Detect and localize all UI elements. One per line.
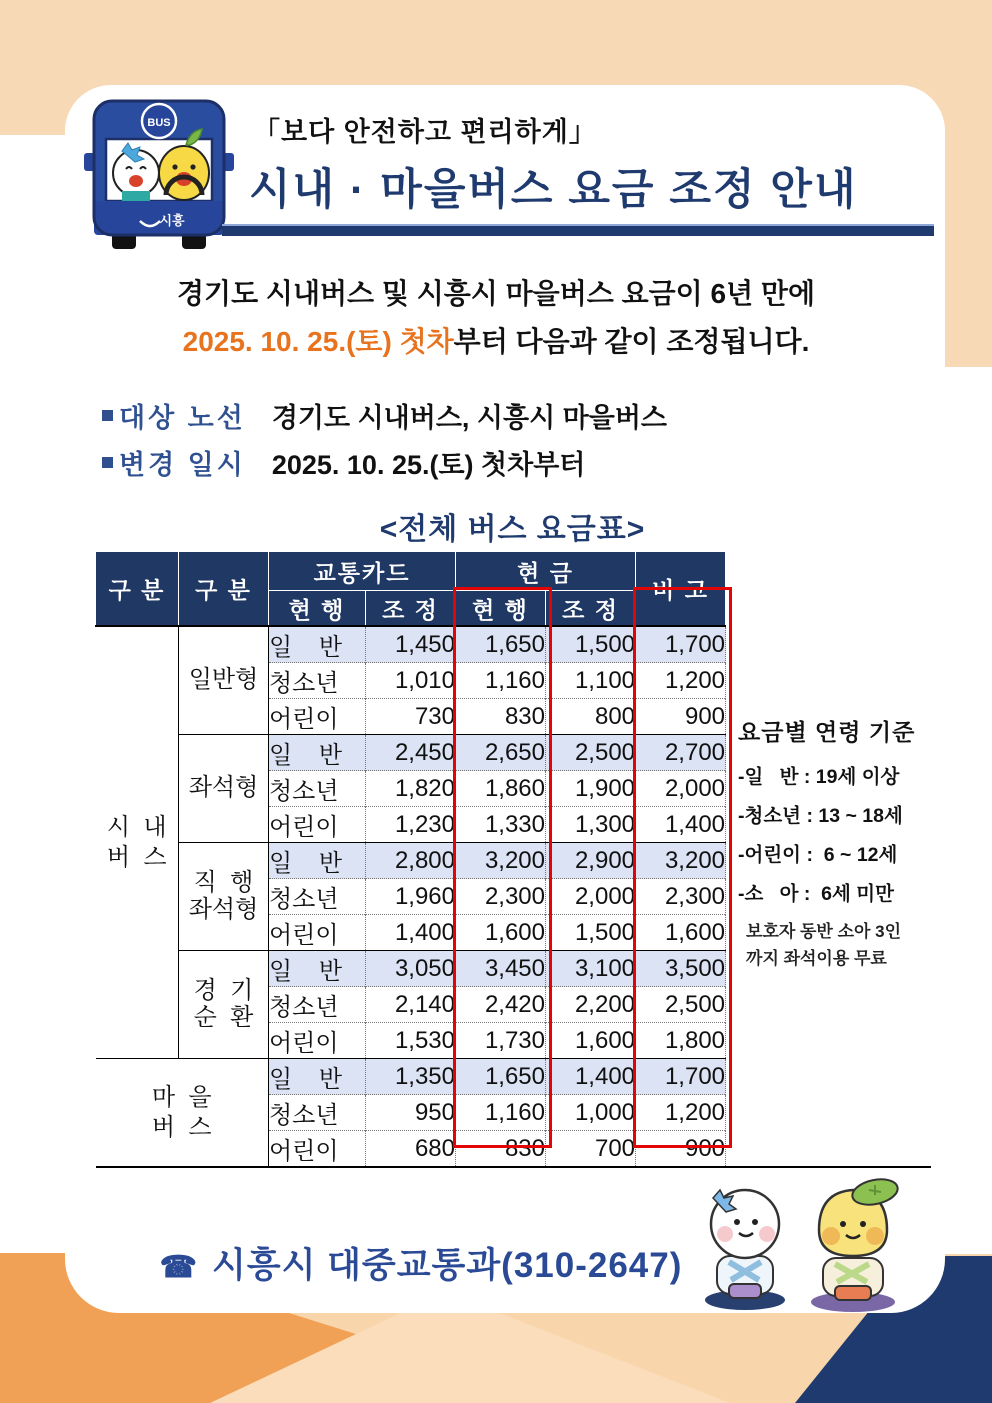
fare-value-cell: 900 [636, 1131, 726, 1168]
fare-value-cell: 1,300 [546, 807, 636, 843]
rider-type-cell: 일 반 [269, 735, 366, 771]
fare-value-cell: 2,200 [546, 987, 636, 1023]
fare-table [95, 551, 931, 1168]
fare-table-body [96, 626, 931, 1167]
fare-value-cell: 900 [636, 699, 726, 735]
subtype-label-cell: 좌석형 [179, 735, 269, 843]
fare-value-cell: 2,000 [546, 879, 636, 915]
fare-value-cell: 680 [366, 1131, 456, 1168]
contact-text: 시흥시 대중교통과(310-2647) [211, 1246, 683, 1285]
fare-value-cell: 800 [546, 699, 636, 735]
fare-value-cell: 700 [546, 1131, 636, 1168]
fare-value-cell: 1,900 [546, 771, 636, 807]
rider-type-cell: 어린이 [269, 1131, 366, 1168]
fare-value-cell: 2,450 [366, 735, 456, 771]
bullet-list [102, 392, 667, 486]
fare-value-cell: 1,010 [366, 663, 456, 699]
fare-value-cell: 1,330 [456, 807, 546, 843]
contact-line [98, 1238, 744, 1288]
fare-value-cell: 1,400 [636, 807, 726, 843]
fare-value-cell: 1,730 [456, 1023, 546, 1059]
fare-value-cell: 3,200 [636, 843, 726, 879]
fare-value-cell: 1,200 [636, 663, 726, 699]
fare-value-cell: 830 [456, 1131, 546, 1168]
fare-value-cell: 1,530 [366, 1023, 456, 1059]
bullet-change-date [102, 439, 667, 486]
header-group-col: 구 분 [96, 552, 179, 627]
rider-type-cell: 일 반 [269, 843, 366, 879]
bus-logo-icon [82, 99, 236, 257]
fare-value-cell: 730 [366, 699, 456, 735]
fare-value-cell: 3,100 [546, 951, 636, 987]
fare-value-cell: 2,500 [546, 735, 636, 771]
fare-value-cell: 3,200 [456, 843, 546, 879]
rider-type-cell: 일 반 [269, 626, 366, 663]
fare-value-cell: 1,860 [456, 771, 546, 807]
fare-value-cell: 2,800 [366, 843, 456, 879]
fare-value-cell: 3,050 [366, 951, 456, 987]
fare-value-cell: 830 [456, 699, 546, 735]
fare-table-header [96, 552, 931, 627]
fare-value-cell: 1,450 [366, 626, 456, 663]
square-bullet-icon [102, 457, 113, 468]
note-subline: 보호자 동반 소아 3인 [746, 921, 902, 941]
bullet-value: 2025. 10. 25.(토) 첫차부터 [271, 450, 586, 480]
fare-value-cell: 1,820 [366, 771, 456, 807]
fare-value-cell: 1,600 [546, 1023, 636, 1059]
fare-value-cell: 1,500 [546, 915, 636, 951]
rider-type-cell: 청소년 [269, 1095, 366, 1131]
bullet-label: 변경 일시 [119, 450, 246, 480]
header-card: 교통카드 [269, 552, 456, 591]
fare-value-cell: 1,400 [366, 915, 456, 951]
subtype-label-cell: 직 행 좌석형 [179, 843, 269, 951]
fare-value-cell: 2,650 [456, 735, 546, 771]
intro-line2-rest: 부터 다음과 같이 조정됩니다. [453, 326, 810, 357]
fare-value-cell: 1,650 [456, 626, 546, 663]
note-line: -청소년 : 13 ~ 18세 [738, 804, 903, 827]
fare-value-cell: 1,350 [366, 1059, 456, 1095]
fare-value-cell: 2,300 [456, 879, 546, 915]
rider-type-cell: 청소년 [269, 663, 366, 699]
fare-value-cell: 1,400 [546, 1059, 636, 1095]
fare-value-cell: 1,650 [456, 1059, 546, 1095]
fare-value-cell: 2,000 [636, 771, 726, 807]
right-peach-strip [944, 135, 992, 367]
note-line: -일 반 : 19세 이상 [738, 765, 900, 788]
fare-value-cell: 2,500 [636, 987, 726, 1023]
note-cell [726, 626, 931, 1167]
fare-value-cell: 2,900 [546, 843, 636, 879]
header-quote: 「보다 안전하고 편리하게」 [253, 117, 597, 147]
intro-line2 [95, 318, 897, 366]
fare-value-cell: 3,450 [456, 951, 546, 987]
title-underline [222, 224, 934, 236]
group-label-cell: 시 내 버 스 [96, 626, 179, 1059]
group-label-cell: 마 을 버 스 [96, 1059, 269, 1168]
fare-value-cell: 1,700 [636, 626, 726, 663]
fare-value-cell: 1,200 [636, 1095, 726, 1131]
bullet-label: 대상 노선 [119, 403, 246, 433]
fare-row [96, 626, 931, 663]
intro-date-highlight: 2025. 10. 25.(토) 첫차 [182, 326, 454, 357]
fare-value-cell: 1,600 [636, 915, 726, 951]
fare-value-cell: 2,420 [456, 987, 546, 1023]
note-line: -어린이 : 6 ~ 12세 [738, 843, 898, 866]
intro-line1: 경기도 시내버스 및 시흥시 마을버스 요금이 6년 만에 [176, 278, 816, 309]
fare-value-cell: 1,600 [456, 915, 546, 951]
header-subtype-col: 구 분 [179, 552, 269, 627]
svg-text:시흥: 시흥 [159, 213, 185, 228]
fare-value-cell: 950 [366, 1095, 456, 1131]
fare-value-cell: 1,160 [456, 663, 546, 699]
intro-text [95, 270, 897, 366]
bullet-value: 경기도 시내버스, 시흥시 마을버스 [271, 403, 667, 433]
mascot-characters [683, 1176, 921, 1314]
fare-value-cell: 3,500 [636, 951, 726, 987]
fare-value-cell: 1,500 [546, 626, 636, 663]
fare-table-title: <전체 버스 요금표> [379, 513, 646, 546]
fare-value-cell: 1,000 [546, 1095, 636, 1131]
fare-value-cell: 1,100 [546, 663, 636, 699]
telephone-icon: ☎ [159, 1251, 198, 1284]
rider-type-cell: 어린이 [269, 807, 366, 843]
square-bullet-icon [102, 410, 113, 421]
fare-value-cell: 1,800 [636, 1023, 726, 1059]
fare-value-cell: 1,700 [636, 1059, 726, 1095]
subtype-label-cell: 일반형 [179, 626, 269, 735]
fare-table-wrap [95, 551, 931, 1168]
fare-value-cell: 1,160 [456, 1095, 546, 1131]
svg-text:BUS: BUS [147, 117, 171, 129]
rider-type-cell: 일 반 [269, 951, 366, 987]
rider-type-cell: 어린이 [269, 699, 366, 735]
rider-type-cell: 어린이 [269, 1023, 366, 1059]
rider-type-cell: 어린이 [269, 915, 366, 951]
rider-type-cell: 일 반 [269, 1059, 366, 1095]
fare-value-cell: 2,300 [636, 879, 726, 915]
subtype-label-cell: 경 기 순 환 [179, 951, 269, 1059]
header-card-adjusted: 조 정 [366, 591, 456, 627]
header-cash-adjusted: 조 정 [546, 591, 636, 627]
note-line: -소 아 : 6세 미만 [738, 882, 894, 905]
bullet-target-routes [102, 392, 667, 439]
header-note-col: 비 고 [636, 552, 726, 627]
fare-value-cell: 2,700 [636, 735, 726, 771]
header-cash: 현 금 [456, 552, 636, 591]
fare-value-cell: 1,230 [366, 807, 456, 843]
note-subline: 까지 좌석이용 무료 [746, 948, 887, 968]
page-title: 시내 · 마을버스 요금 조정 안내 [249, 166, 858, 214]
note-heading: 요금별 연령 기준 [738, 718, 916, 745]
rider-type-cell: 청소년 [269, 879, 366, 915]
header-card-current: 현 행 [269, 591, 366, 627]
rider-type-cell: 청소년 [269, 987, 366, 1023]
header-cash-current: 현 행 [456, 591, 546, 627]
fare-value-cell: 1,960 [366, 879, 456, 915]
rider-type-cell: 청소년 [269, 771, 366, 807]
fare-value-cell: 2,140 [366, 987, 456, 1023]
